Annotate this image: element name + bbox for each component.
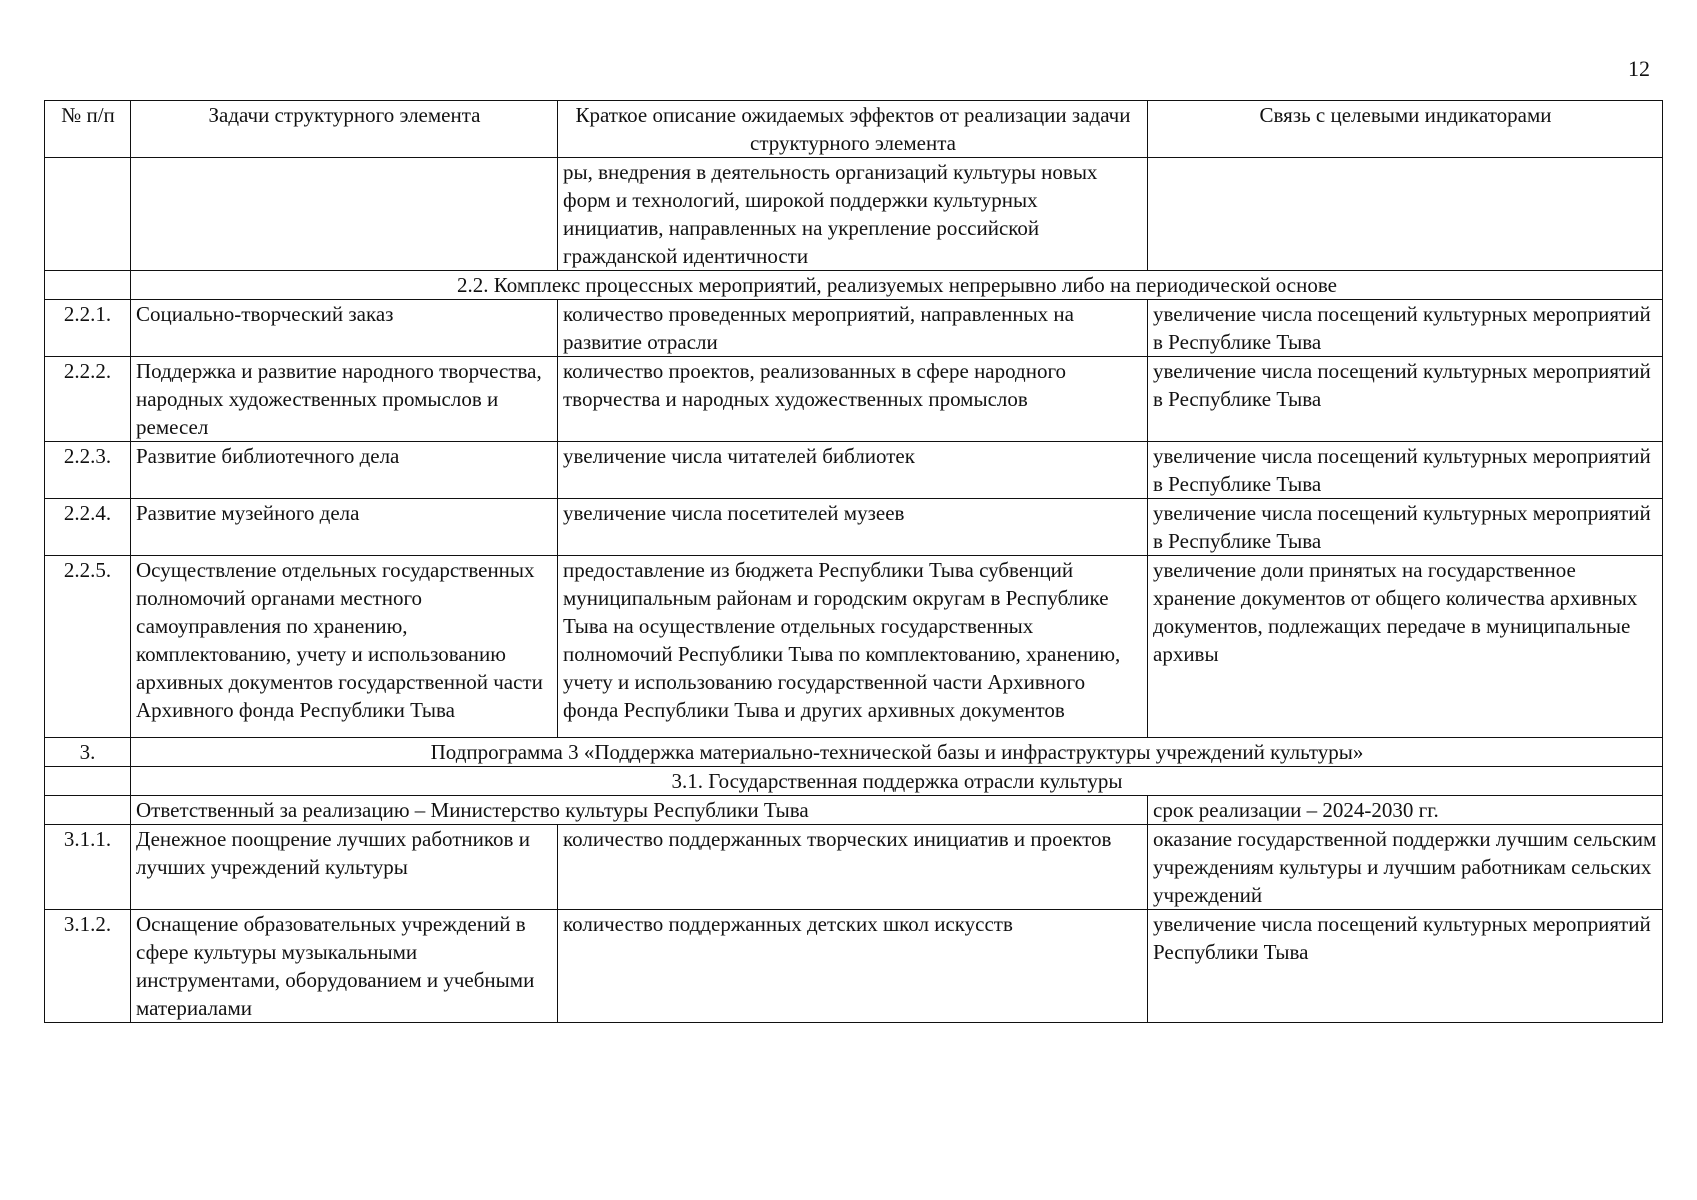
table-row <box>45 499 1663 556</box>
subprogram-row-3 <box>45 738 1663 767</box>
row-num: 2.2.2. <box>45 357 131 442</box>
row-task: Развитие библиотечного дела <box>131 442 558 499</box>
row-task: Развитие музейного дела <box>131 499 558 556</box>
table-row <box>45 825 1663 910</box>
row-num: 2.2.1. <box>45 300 131 357</box>
row-task: Осуществление отдельных государственных полномочий органами местного самоуправления по хранению, комплектованию, учету и использованию архивных документов государственной части Архивного фонда Республики Тыва <box>131 556 558 738</box>
row-link: увеличение доли принятых на государственное хранение документов от общего количества архивных документов, подлежащих передаче в муниципальные архивы <box>1148 556 1663 738</box>
row-num: 3. <box>45 738 131 767</box>
section-row-3-1 <box>45 767 1663 796</box>
responsible-text: Ответственный за реализацию – Министерство культуры Республики Тыва <box>131 796 1148 825</box>
header-link: Связь с целевыми индикаторами <box>1148 101 1663 158</box>
table-row <box>45 910 1663 1023</box>
indicators-table <box>44 100 1663 1023</box>
page-number: 12 <box>1628 56 1650 81</box>
row-task: Поддержка и развитие народного творчества, народных художественных промыслов и ремесел <box>131 357 558 442</box>
row-num: 2.2.3. <box>45 442 131 499</box>
period-text: срок реализации – 2024-2030 гг. <box>1148 796 1663 825</box>
row-num: 3.1.2. <box>45 910 131 1023</box>
row-task: Оснащение образовательных учреждений в сфере культуры музыкальными инструментами, оборудованием и учебными материалами <box>131 910 558 1023</box>
row-num: 3.1.1. <box>45 825 131 910</box>
section-title-3-1: 3.1. Государственная поддержка отрасли культуры <box>131 767 1663 796</box>
row-link: увеличение числа посещений культурных мероприятий в Республике Тыва <box>1148 357 1663 442</box>
cell-num <box>45 158 131 271</box>
table-header-row <box>45 101 1663 158</box>
section-title-2-2: 2.2. Комплекс процессных мероприятий, реализуемых непрерывно либо на периодической основе <box>131 271 1663 300</box>
subprogram-title: Подпрограмма 3 «Поддержка материально-технической базы и инфраструктуры учреждений культуры» <box>131 738 1663 767</box>
row-description: количество поддержанных детских школ искусств <box>558 910 1148 1023</box>
table-row <box>45 442 1663 499</box>
cell-num <box>45 271 131 300</box>
row-link: увеличение числа посещений культурных мероприятий Республики Тыва <box>1148 910 1663 1023</box>
table-row <box>45 357 1663 442</box>
responsible-row <box>45 796 1663 825</box>
row-link: увеличение числа посещений культурных мероприятий в Республике Тыва <box>1148 300 1663 357</box>
row-num: 2.2.4. <box>45 499 131 556</box>
row-description: увеличение числа читателей библиотек <box>558 442 1148 499</box>
row-description: количество поддержанных творческих инициатив и проектов <box>558 825 1148 910</box>
continuation-row <box>45 158 1663 271</box>
header-num: № п/п <box>45 101 131 158</box>
row-task: Денежное поощрение лучших работников и лучших учреждений культуры <box>131 825 558 910</box>
row-link: оказание государственной поддержки лучшим сельским учреждениям культуры и лучшим работникам сельских учреждений <box>1148 825 1663 910</box>
row-description: количество проведенных мероприятий, направленных на развитие отрасли <box>558 300 1148 357</box>
cell-description: ры, внедрения в деятельность организаций культуры новых форм и технологий, широкой поддержки культурных инициатив, направленных на укрепление российской гражданской идентичности <box>558 158 1148 271</box>
table-row <box>45 300 1663 357</box>
row-description: количество проектов, реализованных в сфере народного творчества и народных художественных промыслов <box>558 357 1148 442</box>
row-description: предоставление из бюджета Республики Тыва субвенций муниципальным районам и городским округам в Республике Тыва на осуществление отдельных государственных полномочий Республики Тыва по комплектованию, хранению, учету и использованию государственной части Архивного фонда Республики Тыва и других архивных документов <box>558 556 1148 738</box>
row-link: увеличение числа посещений культурных мероприятий в Республике Тыва <box>1148 499 1663 556</box>
row-num: 2.2.5. <box>45 556 131 738</box>
section-row-2-2 <box>45 271 1663 300</box>
cell-task <box>131 158 558 271</box>
header-description: Краткое описание ожидаемых эффектов от реализации задачи структурного элемента <box>558 101 1148 158</box>
header-task: Задачи структурного элемента <box>131 101 558 158</box>
table-row <box>45 556 1663 738</box>
row-description: увеличение числа посетителей музеев <box>558 499 1148 556</box>
row-task: Социально-творческий заказ <box>131 300 558 357</box>
row-link: увеличение числа посещений культурных мероприятий в Республике Тыва <box>1148 442 1663 499</box>
cell-num <box>45 767 131 796</box>
cell-num <box>45 796 131 825</box>
cell-link <box>1148 158 1663 271</box>
